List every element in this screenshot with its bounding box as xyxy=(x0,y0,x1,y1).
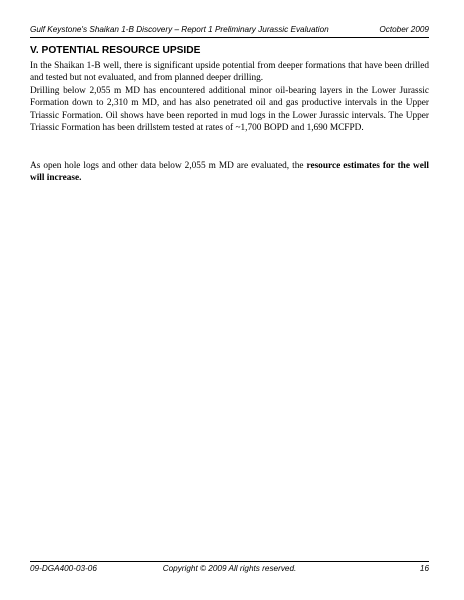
paragraph-upside-potential: In the Shaikan 1-B well, there is significant upside potential from deeper formations that have been drilled and tested but not evaluated, and from planned deeper drilling. xyxy=(30,61,429,84)
footer-doc-number: 09-DGA400-03-06 xyxy=(30,564,97,573)
footer-divider xyxy=(30,561,429,562)
paragraph-resource-estimates-lead: As open hole logs and other data below 2,055 m MD are evaluated, the xyxy=(30,161,307,171)
running-header xyxy=(30,24,429,36)
section-heading: V. POTENTIAL RESOURCE UPSIDE xyxy=(30,45,201,56)
paragraph-resource-estimates-emphasis: resource estimates for the well will increase. xyxy=(30,161,429,184)
running-footer xyxy=(30,563,429,575)
header-divider xyxy=(30,37,429,38)
paragraph-resource-estimates xyxy=(30,160,429,185)
footer-page-number: 16 xyxy=(419,564,429,573)
paragraph-drilling-results: Drilling below 2,055 m MD has encountered additional minor oil-bearing layers in the Lower Jurassic Formation down to 2,310 m MD, and has also penetrated oil and gas productive intervals in the Upper Triassic Formation. Oil shows have been reported in mud logs in the Lower Jurassic intervals. The Upper Triassic Formation has been drillstem tested at rates of ~1,700 BOPD and 1,690 MCFPD. xyxy=(30,86,429,134)
header-title: Gulf Keystone's Shaikan 1-B Discovery – Report 1 Preliminary Jurassic Evaluation xyxy=(30,25,329,34)
header-date: October 2009 xyxy=(379,25,429,34)
footer-copyright: Copyright © 2009 All rights reserved. xyxy=(162,564,297,573)
